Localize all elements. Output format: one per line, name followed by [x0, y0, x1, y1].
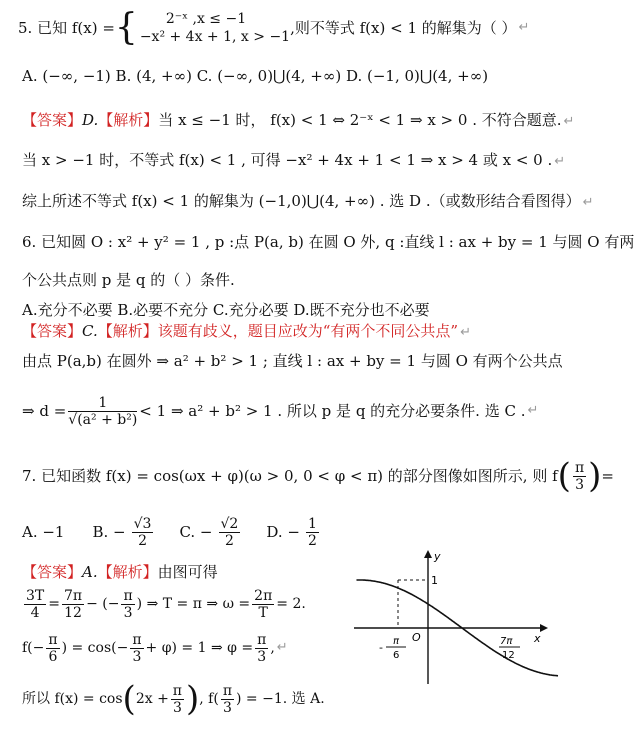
frac-den: 3	[172, 699, 182, 716]
paren-right: )	[588, 456, 602, 496]
q5-solution-2	[22, 150, 565, 172]
frac-den: 2	[307, 532, 317, 549]
q7-stem	[22, 456, 614, 496]
origin-label: O	[412, 631, 421, 644]
q6-sol2-pre: ⇒ d =	[22, 402, 67, 420]
q7-options	[22, 512, 321, 552]
q7-cosine-graph	[350, 548, 550, 688]
q5-stem-a: 5. 已知 f(x) =	[18, 19, 115, 37]
q5-solution-3	[22, 191, 594, 213]
neg-tick-sign: -	[379, 641, 383, 654]
f-open: f(−	[22, 640, 45, 656]
q7-solution-0: 由图可得	[157, 563, 218, 581]
explanation-tag: 【解析】	[97, 322, 158, 340]
q7-stem-fraction	[573, 460, 586, 493]
answer-letter: D.	[82, 111, 99, 129]
frac-den: 3	[222, 699, 232, 716]
frac-num: π	[172, 682, 182, 699]
q5-piecewise	[140, 10, 290, 46]
q7-option-c-pre: C. −	[179, 523, 213, 541]
minus: − (−	[86, 596, 120, 612]
frac-den: 3	[123, 604, 133, 621]
period-step: ) ⇒ T = π ⇒ ω =	[136, 596, 251, 612]
answer-letter: C.	[82, 322, 98, 340]
distance-fraction	[68, 395, 137, 428]
paren-right: )	[186, 679, 200, 719]
q6-solution-1: 由点 P(a,b) 在圆外 ⇒ a² + b² > 1 ; 直线 l : ax + by = 1 与圆 O 有两个公共点	[22, 352, 563, 370]
max-value-label: 1	[431, 574, 438, 587]
q6-answer-line	[22, 321, 471, 343]
q5-solution-1: 当 x ≤ −1 时， f(x) < 1 ⇔ 2⁻ˣ < 1 ⇒ x > 0 . 不符合题意.	[158, 111, 562, 129]
return-mark-icon: ↵	[527, 403, 539, 418]
frac-pi-3	[171, 683, 184, 716]
frac-den: √(a² + b²)	[68, 411, 138, 428]
omega-result: = 2.	[276, 596, 306, 612]
q7-solution-1	[22, 584, 306, 624]
q6-stem-2: 个公共点则 p 是 q 的（ ）条件.	[22, 271, 235, 289]
answer-tag: 【答案】	[22, 322, 83, 340]
neg-tick-num: π	[393, 636, 400, 647]
q7-option-c-frac	[219, 516, 241, 549]
frac-num: √3	[133, 515, 152, 532]
frac-den: T	[258, 604, 268, 621]
final-result: ) = −1. 选 A.	[236, 691, 325, 707]
frac-num: π	[222, 682, 233, 699]
frac-pi-3	[130, 632, 143, 665]
return-mark-icon: ↵	[276, 640, 288, 655]
pos-tick-den: 12	[502, 650, 515, 661]
q5-answer-line	[22, 110, 574, 132]
neg-tick-den: 6	[393, 650, 400, 661]
frac-7pi-12	[62, 588, 84, 621]
frac-den: 3	[257, 648, 267, 665]
frac-num: π	[123, 587, 133, 604]
return-mark-icon: ↵	[554, 154, 566, 169]
answer-tag: 【答案】	[22, 111, 83, 129]
q5-solution-3-text: 综上所述不等式 f(x) < 1 的解集为 (−1,0)⋃(4, +∞) . 选 D .（或数形结合看图得）	[22, 192, 581, 210]
cos-open: ) = cos(−	[61, 640, 129, 656]
frac-den: 3	[575, 476, 584, 493]
frac-den: 12	[64, 604, 82, 621]
q5-piece-1: 2⁻ˣ ,x ≤ −1	[165, 11, 247, 27]
frac-num: π	[574, 459, 585, 476]
q7-option-d-frac	[306, 516, 319, 549]
piecewise-brace: {	[114, 7, 138, 48]
q7-option-a: A. −1	[22, 523, 65, 541]
x-axis-label: x	[534, 632, 541, 645]
explanation-tag: 【解析】	[97, 563, 158, 581]
f-at: , f(	[199, 691, 219, 707]
q7-option-b-frac	[132, 516, 154, 549]
q5-piece-2: −x² + 4x + 1, x > −1	[139, 29, 291, 45]
q7-solution-2	[22, 628, 288, 668]
frac-2pi-t	[252, 588, 274, 621]
comma: ,	[270, 640, 275, 656]
q7-option-d-pre: D. −	[266, 523, 300, 541]
inner-arg: 2x +	[135, 691, 169, 707]
paren-left: (	[122, 679, 136, 719]
frac-pi-6	[46, 632, 59, 665]
frac-num: π	[257, 631, 267, 648]
frac-num: π	[48, 631, 58, 648]
answer-tag: 【答案】	[22, 563, 83, 581]
frac-den: 4	[30, 604, 40, 621]
frac-num: π	[132, 631, 142, 648]
q6-solution-2	[22, 394, 538, 428]
q5-solution-2-text: 当 x > −1 时，不等式 f(x) < 1 , 可得 −x² + 4x + 1 < 1 ⇒ x > 4 或 x < 0 .	[22, 151, 553, 169]
frac-den: 2	[224, 532, 234, 549]
answer-letter: A.	[82, 563, 98, 581]
frac-den: 3	[132, 648, 142, 665]
q5-stem-b: ,则不等式 f(x) < 1 的解集为（ ）	[290, 19, 517, 37]
frac-pi-3	[221, 683, 234, 716]
q7-stem-post: =	[601, 467, 614, 485]
q7-solution-3	[22, 678, 325, 720]
q6-note: 该题有歧义，题目应改为“有两个不同公共点”	[157, 322, 459, 340]
y-axis-arrow-icon	[424, 550, 432, 558]
x-axis-arrow-icon	[540, 624, 548, 632]
frac-den: 6	[48, 648, 58, 665]
frac-pi-3	[255, 632, 268, 665]
frac-3t-4	[24, 588, 46, 621]
frac-num: 3T	[26, 587, 45, 604]
frac-num: 1	[307, 515, 317, 532]
return-mark-icon: ↵	[582, 195, 594, 210]
explanation-tag: 【解析】	[98, 111, 159, 129]
frac-pi-3	[121, 588, 134, 621]
paren-left: (	[557, 456, 571, 496]
so-f-cos: 所以 f(x) = cos	[22, 691, 123, 707]
pos-tick-num: 7π	[500, 636, 513, 647]
q7-answer-line	[22, 562, 218, 582]
frac-den: 2	[138, 532, 147, 549]
q5-options: A. (−∞, −1) B. (4, +∞) C. (−∞, 0)⋃(4, +∞) D. (−1, 0)⋃(4, +∞)	[22, 67, 489, 85]
q6-stem-1: 6. 已知圆 O : x² + y² = 1 , p :点 P(a, b) 在圆 O 外, q :直线 l : ax + by = 1 与圆 O 有两	[22, 233, 634, 251]
q6-options: A.充分不必要 B.必要不充分 C.充分必要 D.既不充分也不必要	[22, 301, 430, 319]
q7-option-b-pre: B. −	[92, 523, 126, 541]
q6-sol2-post: < 1 ⇒ a² + b² > 1 . 所以 p 是 q 的充分必要条件. 选 C .	[139, 402, 526, 420]
phi-step: + φ) = 1 ⇒ φ =	[145, 640, 254, 656]
q7-stem-pre: 7. 已知函数 f(x) = cos(ωx + φ)(ω > 0, 0 < φ < π) 的部分图像如图所示, 则 f	[22, 467, 558, 485]
frac-num: √2	[220, 515, 239, 532]
frac-num: 7π	[63, 587, 83, 604]
return-mark-icon: ↵	[518, 20, 530, 35]
y-axis-label: y	[434, 550, 441, 563]
q5-stem	[18, 6, 529, 50]
return-mark-icon: ↵	[460, 325, 471, 340]
return-mark-icon: ↵	[563, 114, 575, 129]
equals: =	[48, 596, 60, 612]
frac-num: 1	[68, 395, 137, 412]
frac-num: 2π	[254, 587, 273, 604]
